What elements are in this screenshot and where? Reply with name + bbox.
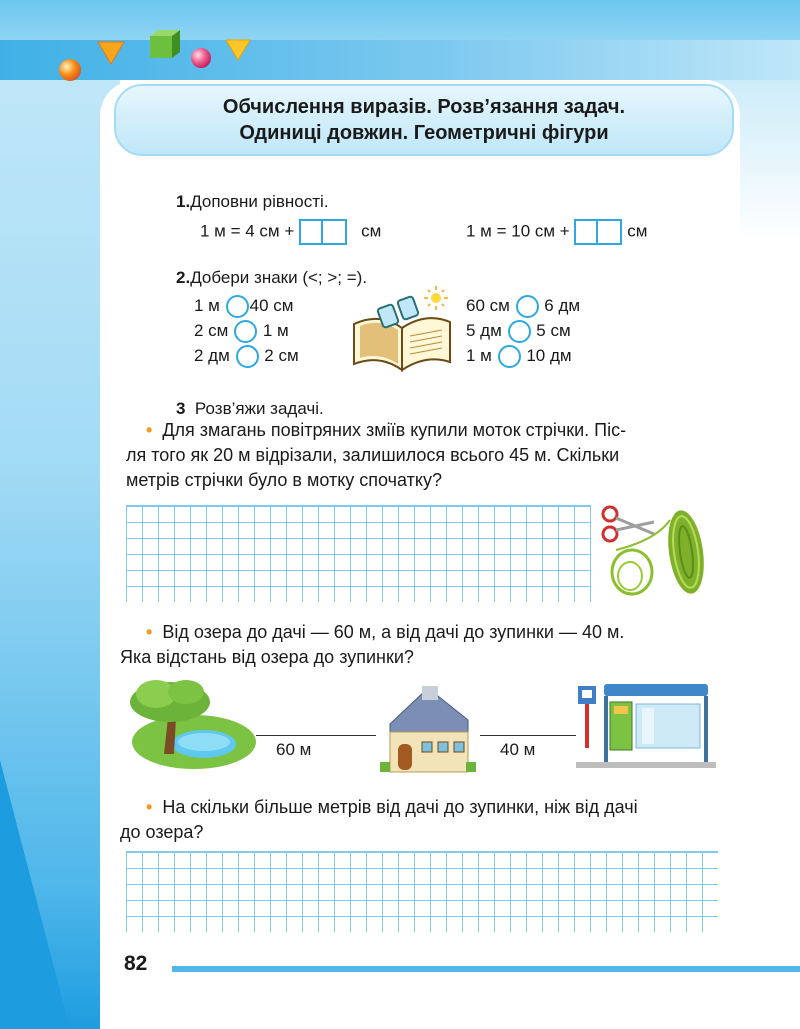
decorative-shapes xyxy=(50,30,290,90)
compare-value: 1 м xyxy=(262,320,289,340)
compare-row-right-1 xyxy=(466,295,580,318)
eq2-unit: см xyxy=(627,221,648,241)
compare-value: 2 см xyxy=(264,345,299,365)
orange-pyramid-icon xyxy=(98,42,124,64)
answer-grid-2[interactable] xyxy=(126,851,718,932)
task1-equation-2 xyxy=(466,219,647,245)
problem3-line-2: до озера? xyxy=(120,822,204,842)
compare-row-right-2 xyxy=(466,320,571,343)
bullet: • xyxy=(146,797,153,817)
problem1-line-1 xyxy=(146,420,626,441)
task1-number: 1. xyxy=(176,192,191,211)
compare-row-left-2 xyxy=(194,320,289,343)
eq1-answer-box-2[interactable] xyxy=(323,219,347,245)
footer-bar xyxy=(172,966,800,972)
house-icon xyxy=(376,680,480,776)
eq2-answer-box-1[interactable] xyxy=(574,219,598,245)
task1-heading xyxy=(176,192,329,212)
title-line-1: Обчислення виразів. Розв’язання задач. xyxy=(222,96,626,118)
problem-text: На скільки більше метрів від дачі до зупинки, ніж від дачі xyxy=(162,797,638,817)
eq2-left: 1 м = 10 см + xyxy=(466,221,570,241)
task2-instruction: Добери знаки (<; >; =). xyxy=(190,268,368,287)
compare-row-left-3 xyxy=(194,345,299,368)
answer-grid-1[interactable] xyxy=(126,505,591,602)
problem-text: Від озера до дачі — 60 м, а від дачі до зупинки — 40 м. xyxy=(162,622,625,642)
compare-value: 1 м xyxy=(466,345,492,365)
page-number: 82 xyxy=(124,952,148,975)
task3-number: 3 xyxy=(176,399,186,418)
compare-row-right-3 xyxy=(466,345,572,368)
compare-circle[interactable] xyxy=(226,295,249,318)
task3-heading xyxy=(176,399,324,419)
bullet: • xyxy=(146,420,153,440)
lake-with-tree-icon xyxy=(126,672,256,772)
distance-label-2: 40 м xyxy=(500,740,536,759)
compare-value: 6 дм xyxy=(544,295,581,315)
compare-value: 40 см xyxy=(249,295,294,315)
corner-wedge xyxy=(0,760,70,1029)
pink-ball-icon xyxy=(191,48,211,68)
compare-value: 5 дм xyxy=(466,320,502,340)
problem2-line-1 xyxy=(146,622,624,643)
page-title xyxy=(114,84,734,156)
compare-value: 2 дм xyxy=(194,345,230,365)
compare-circle[interactable] xyxy=(516,295,539,318)
compare-value: 10 дм xyxy=(526,345,572,365)
task2-number: 2. xyxy=(176,268,191,287)
compare-circle[interactable] xyxy=(498,345,521,368)
task3-instruction: Розв’яжи задачі. xyxy=(194,399,324,418)
compare-circle[interactable] xyxy=(234,320,257,343)
orange-ball-icon xyxy=(59,59,81,81)
problem3-line-1 xyxy=(146,797,638,818)
task1-instruction: Доповни рівності. xyxy=(190,192,329,211)
compare-value: 1 м xyxy=(194,295,220,315)
title-line-2: Одиниці довжин. Геометричні фігури xyxy=(239,122,609,144)
eq2-answer-box-2[interactable] xyxy=(598,219,622,245)
green-cube-icon xyxy=(150,36,172,58)
eq1-unit: см xyxy=(361,221,382,241)
compare-circle[interactable] xyxy=(236,345,259,368)
task1-equation-1 xyxy=(200,219,381,245)
compare-value: 2 см xyxy=(194,320,229,340)
distance-label-1: 60 м xyxy=(276,740,312,759)
problem1-line-3: метрів стрічки було в мотку спочатку? xyxy=(126,470,442,490)
yellow-pyramid-icon xyxy=(226,40,250,60)
bullet: • xyxy=(146,622,153,642)
route-line-2 xyxy=(480,735,576,736)
compare-row-left-1 xyxy=(194,295,293,318)
compare-value: 5 см xyxy=(536,320,571,340)
eq1-left: 1 м = 4 см + xyxy=(200,221,295,241)
scissors-and-ribbon-icon xyxy=(596,500,716,600)
compare-value: 60 см xyxy=(466,295,510,315)
compare-circle[interactable] xyxy=(508,320,531,343)
problem-text: Для змагань повітряних зміїв купили моток стрічки. Піс- xyxy=(162,420,627,440)
book-with-glasses-icon xyxy=(350,284,460,374)
route-line-1 xyxy=(256,735,376,736)
problem1-line-2: ля того як 20 м відрізали, залишилося всього 45 м. Скільки xyxy=(126,445,620,465)
bus-stop-icon xyxy=(576,680,716,770)
problem2-line-2: Яка відстань від озера до зупинки? xyxy=(120,647,414,667)
task2-heading xyxy=(176,268,367,288)
eq1-answer-box-1[interactable] xyxy=(299,219,323,245)
